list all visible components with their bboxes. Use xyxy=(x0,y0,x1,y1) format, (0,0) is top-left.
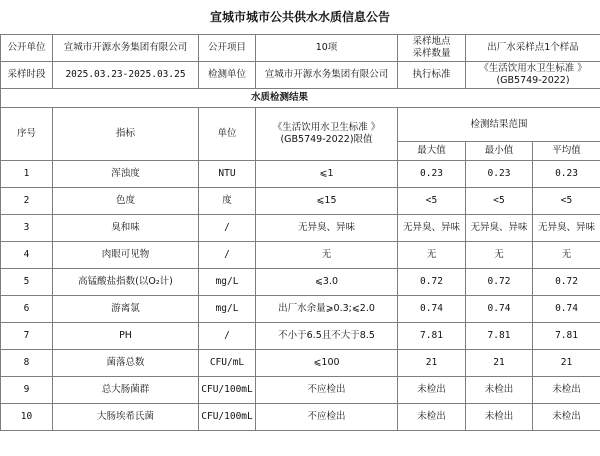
row-max: <5 xyxy=(398,188,466,215)
row-indicator: 菌落总数 xyxy=(53,350,199,377)
row-avg: 0.72 xyxy=(533,269,600,296)
row-unit: CFU/mL xyxy=(199,350,256,377)
row-min: 7.81 xyxy=(466,323,533,350)
table-row xyxy=(1,269,600,296)
row-limit: ⩽1 xyxy=(256,161,398,188)
header-avg: 平均值 xyxy=(533,142,600,161)
row-seq: 3 xyxy=(1,215,53,242)
header-limit-line2: (GB5749-2022)限值 xyxy=(280,134,373,145)
standard-label: 执行标准 xyxy=(398,62,466,89)
row-limit: ⩽15 xyxy=(256,188,398,215)
row-unit: NTU xyxy=(199,161,256,188)
site-label-line2: 采样数量 xyxy=(412,48,451,59)
row-indicator: 色度 xyxy=(53,188,199,215)
row-min: 0.74 xyxy=(466,296,533,323)
row-max: 7.81 xyxy=(398,323,466,350)
row-avg: 0.74 xyxy=(533,296,600,323)
header-indicator: 指标 xyxy=(53,108,199,161)
standard-value xyxy=(466,62,600,89)
row-min: 无 xyxy=(466,242,533,269)
row-limit: 出厂水余量⩾0.3;⩽2.0 xyxy=(256,296,398,323)
row-avg: <5 xyxy=(533,188,600,215)
row-min: 21 xyxy=(466,350,533,377)
row-avg: 21 xyxy=(533,350,600,377)
row-max: 21 xyxy=(398,350,466,377)
table-row xyxy=(1,161,600,188)
row-seq: 7 xyxy=(1,323,53,350)
header-min: 最小值 xyxy=(466,142,533,161)
row-limit: 不小于6.5且不大于8.5 xyxy=(256,323,398,350)
row-max: 未检出 xyxy=(398,404,466,431)
row-unit: mg/L xyxy=(199,296,256,323)
row-min: <5 xyxy=(466,188,533,215)
table-row xyxy=(1,242,600,269)
header-max: 最大值 xyxy=(398,142,466,161)
row-limit: 无异臭、异味 xyxy=(256,215,398,242)
row-avg: 未检出 xyxy=(533,404,600,431)
row-seq: 6 xyxy=(1,296,53,323)
row-indicator: 高锰酸盐指数(以O₂计) xyxy=(53,269,199,296)
row-max: 0.74 xyxy=(398,296,466,323)
row-max: 无异臭、异味 xyxy=(398,215,466,242)
row-indicator: 臭和味 xyxy=(53,215,199,242)
row-seq: 4 xyxy=(1,242,53,269)
row-unit: CFU/100mL xyxy=(199,404,256,431)
row-seq: 10 xyxy=(1,404,53,431)
row-min: 未检出 xyxy=(466,404,533,431)
row-seq: 2 xyxy=(1,188,53,215)
row-avg: 7.81 xyxy=(533,323,600,350)
row-seq: 8 xyxy=(1,350,53,377)
site-value: 出厂水采样点1个样品 xyxy=(466,35,600,62)
table-row xyxy=(1,296,600,323)
header-limit-line1: 《生活饮用水卫生标准 》 xyxy=(272,122,381,133)
site-label xyxy=(398,35,466,62)
row-avg: 无异臭、异味 xyxy=(533,215,600,242)
section-title: 水质检测结果 xyxy=(1,89,600,108)
row-indicator: PH xyxy=(53,323,199,350)
unit-value: 宣城市开源水务集团有限公司 xyxy=(53,35,199,62)
project-value: 10项 xyxy=(256,35,398,62)
row-unit: 度 xyxy=(199,188,256,215)
row-indicator: 肉眼可见物 xyxy=(53,242,199,269)
page-title: 宣城市城市公共供水水质信息公告 xyxy=(209,10,390,24)
row-limit: 不应检出 xyxy=(256,377,398,404)
row-seq: 9 xyxy=(1,377,53,404)
row-unit: / xyxy=(199,215,256,242)
table-row xyxy=(1,188,600,215)
project-label: 公开项目 xyxy=(199,35,256,62)
table-row xyxy=(1,350,600,377)
row-seq: 1 xyxy=(1,161,53,188)
row-avg: 无 xyxy=(533,242,600,269)
header-limit xyxy=(256,108,398,161)
period-value: 2025.03.23-2025.03.25 xyxy=(53,62,199,89)
unit-label: 公开单位 xyxy=(1,35,53,62)
info-row-2 xyxy=(1,62,600,89)
test-unit-label: 检测单位 xyxy=(199,62,256,89)
row-avg: 0.23 xyxy=(533,161,600,188)
row-limit: ⩽100 xyxy=(256,350,398,377)
standard-value-line2: (GB5749-2022) xyxy=(496,75,570,86)
test-unit-value: 宣城市开源水务集团有限公司 xyxy=(256,62,398,89)
table-row xyxy=(1,377,600,404)
row-max: 0.23 xyxy=(398,161,466,188)
row-min: 0.23 xyxy=(466,161,533,188)
header-seq: 序号 xyxy=(1,108,53,161)
row-min: 无异臭、异味 xyxy=(466,215,533,242)
row-max: 未检出 xyxy=(398,377,466,404)
header-range: 检测结果范围 xyxy=(398,108,600,142)
section-row xyxy=(1,89,600,108)
water-quality-table xyxy=(0,34,600,431)
info-row-1 xyxy=(1,35,600,62)
row-unit: / xyxy=(199,242,256,269)
row-limit: 不应检出 xyxy=(256,404,398,431)
row-unit: / xyxy=(199,323,256,350)
table-row xyxy=(1,323,600,350)
row-seq: 5 xyxy=(1,269,53,296)
standard-value-line1: 《生活饮用水卫生标准 》 xyxy=(479,63,587,74)
row-unit: mg/L xyxy=(199,269,256,296)
row-unit: CFU/100mL xyxy=(199,377,256,404)
site-label-line1: 采样地点 xyxy=(412,36,451,47)
row-limit: 无 xyxy=(256,242,398,269)
row-min: 0.72 xyxy=(466,269,533,296)
row-indicator: 总大肠菌群 xyxy=(53,377,199,404)
row-indicator: 大肠埃希氏菌 xyxy=(53,404,199,431)
header-unit: 单位 xyxy=(199,108,256,161)
header-row-1 xyxy=(1,108,600,142)
table-row xyxy=(1,404,600,431)
row-indicator: 浑浊度 xyxy=(53,161,199,188)
row-max: 无 xyxy=(398,242,466,269)
row-min: 未检出 xyxy=(466,377,533,404)
row-indicator: 游离氯 xyxy=(53,296,199,323)
period-label: 采样时段 xyxy=(1,62,53,89)
row-avg: 未检出 xyxy=(533,377,600,404)
row-limit: ⩽3.0 xyxy=(256,269,398,296)
row-max: 0.72 xyxy=(398,269,466,296)
table-row xyxy=(1,215,600,242)
